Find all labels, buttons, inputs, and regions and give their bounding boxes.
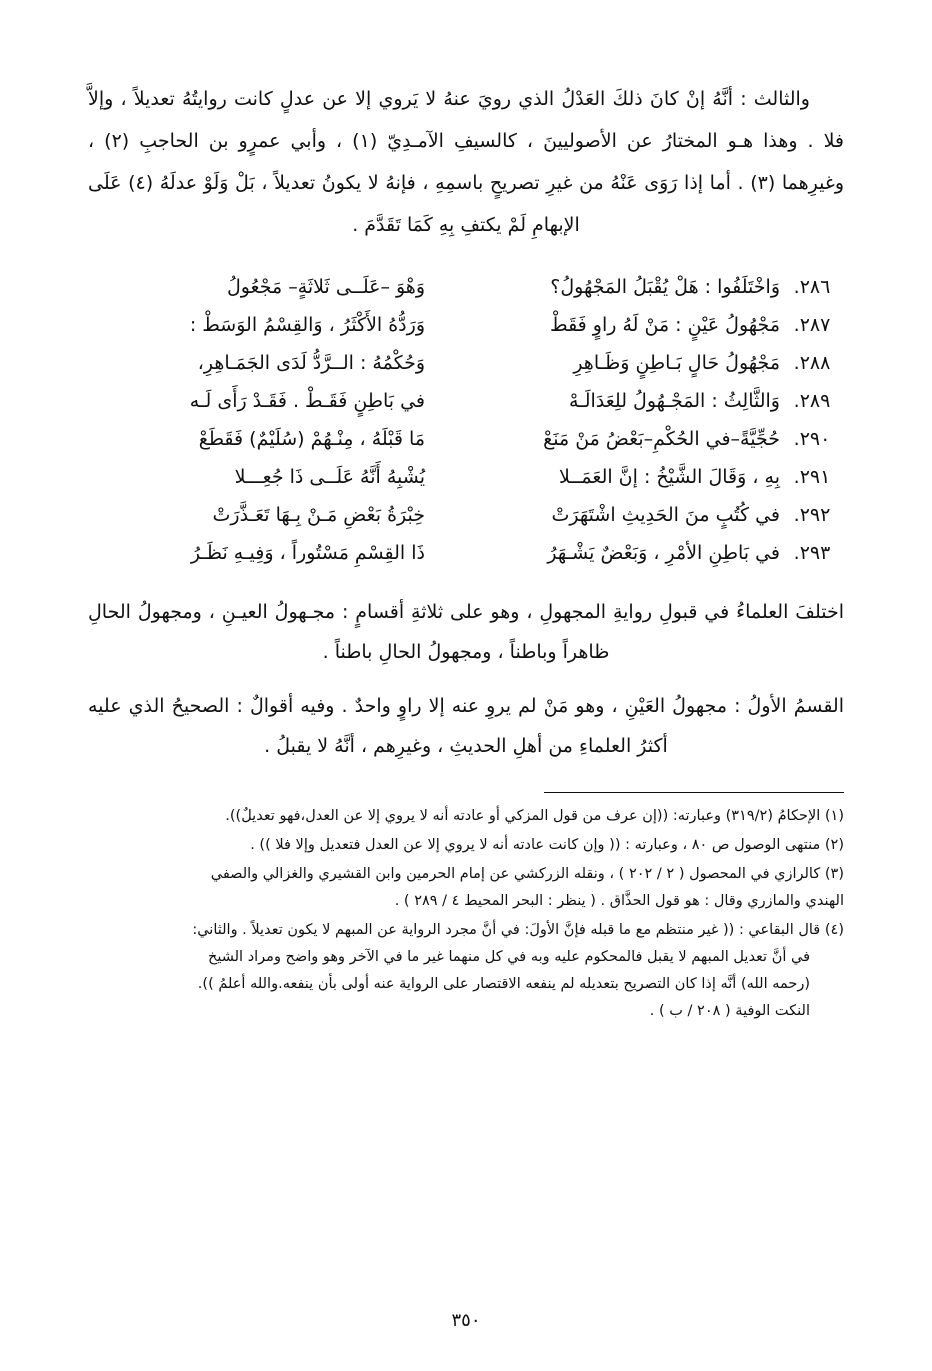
verse-hemistich-right: مَجْهُولُ حَالٍ بَـاطِنٍ وَظَـاهِرِ — [573, 352, 780, 374]
verse-hemistich-left: وَحُكْمُهُ : الــرَّدُّ لَدَى الجَمَـاهِرِ، — [197, 352, 425, 374]
verse-row — [88, 352, 844, 390]
footnote-marker: (١) — [824, 808, 844, 824]
verse-hemistich-right: في كُتُبٍ منَ الحَدِيثِ اشْتَهَرَتْ — [551, 504, 780, 526]
verse-row — [88, 314, 844, 352]
footnote-text: قال البقاعي : (( غير منتظم مع ما قبله فإنَّ الأولَ: في أنَّ مجرد الرواية عن المبهم لا يكون تعديلاً . والثاني: — [192, 922, 821, 938]
footnote-text-line: في أنَّ تعديل المبهم لا يقبل فالمحكوم عليه وبه في كل منهما غير ما في الآخر وهو واضح ومراد الشيخ — [207, 949, 810, 965]
verse-number: ٢٨٩. — [793, 390, 831, 412]
verse-hemistich-left: وَهْوَ –عَلَــى ثَلاثَةٍ– مَجْعُولُ — [226, 276, 425, 298]
verse-hemistich-right: مَجْهُولُ عَيْنٍ : مَنْ لَهُ راوٍ فَقَطْ — [550, 314, 780, 336]
paragraph: اختلفَ العلماءُ في قبولِ روايةِ المجهولِ ، وهو على ثلاثةِ أقسامٍ : مجـهولُ العيـنِ ، ومجهولُ الحالِ ظاهراً وباطناً ، ومجهولُ الحالِ باطناً . — [88, 601, 844, 663]
footnote-item — [88, 917, 844, 1025]
footnote-text: الإحكامُ (٣١٩/٢) وعبارته: ((إن عرف من قول المزكي أو عادته أنه لا يروي إلا عن العدل،فهو تعديلٌ)). — [225, 808, 821, 824]
footnote-divider — [544, 792, 844, 793]
verse-row — [88, 466, 844, 504]
verse-row — [88, 504, 844, 542]
verse-number: ٢٨٧. — [793, 314, 831, 336]
verse-row — [88, 390, 844, 428]
footnote-text-line: (رحمه الله) أنَّه إذا كان التصريح بتعديله لم ينفعه الاقتصار على الرواية عنه أولى بأن ينفعه.والله أعلمُ )). — [197, 976, 810, 992]
verse-row — [88, 542, 844, 580]
footnote-marker: (٣) — [824, 866, 844, 882]
verse-hemistich-right: حُجِّيَّةً–في الحُكْمِ–بَعْضُ مَنْ مَنَعْ — [543, 428, 780, 450]
verse-hemistich-right: وَالثَّالِثُ : المَجْـهُولُ للِعَدَالَـهْ — [568, 390, 780, 412]
footnote-text: كالرازي في المحصول ( ٢ / ٢٠٢ ) ، ونقله الزركشي عن إمام الحرمين وابن القشيري والغزالي والصفي — [210, 866, 821, 882]
paragraph: القسمُ الأولُ : مجهولُ العَيْنِ ، وهو مَنْ لم يروِ عنه إلا راوٍ واحدٌ . وفيه أقوالٌ : الصحيحُ الذي عليه أكثرُ العلماءِ من أهلِ الحديثِ ، وغيرِهم ، أنَّهُ لا يقبلُ . — [88, 695, 844, 757]
footnote-marker: (٢) — [824, 837, 844, 853]
verse-number: ٢٩١. — [793, 466, 831, 488]
verse-number: ٢٨٨. — [793, 352, 831, 374]
verse-number: ٢٨٦. — [793, 276, 831, 298]
verse-hemistich-left: وَرَدُّهُ الأَكْثَرُ ، وَالقِسْمُ الوَسَطْ : — [189, 314, 425, 336]
verse-hemistich-right: وَاخْتَلَفُوا : هَلْ يُقْبَلُ المَجْهُولُ؟ — [550, 276, 780, 298]
verse-hemistich-left: يُشْبِهُ أَنَّهُ عَلَــى ذَا جُعِـــلا — [234, 466, 425, 488]
verse-number: ٢٩٣. — [793, 542, 831, 564]
verse-table — [88, 276, 844, 580]
paragraph: والثالث : أنَّهُ إنْ كانَ ذلكَ العَدْلُ الذي رويَ عنهُ لا يَروي إلا عن عدلٍ كانت روايتُهُ تعديلاً ، وإلاَّ فلا . وهذا هـو المختارُ عن الأصوليينَ ، كالسيفِ الآمـدِيّ (١) ، وأبي عمرٍو بن الحاجبِ (٢) ، وغيرِهما (٣) . أما إذا رَوَى عَنْهُ من غيرِ تصريحٍ باسمِهِ ، فإنهُ لا يكونُ تعديلاً ، بَلْ وَلَوْ عدلَهُ (٤) عَلَى الإبهامِ لَمْ يكتفِ بِهِ كَمَا تَقَدَّمَ . — [88, 88, 845, 236]
verse-hemistich-right: في بَاطِنِ الأمْرِ ، وَبَعْضٌ يَشْـهَرُ — [547, 542, 780, 564]
footnotes-block — [88, 803, 844, 1025]
verse-number: ٢٩٢. — [793, 504, 831, 526]
page-number: ٣٥٠ — [451, 1310, 481, 1331]
footnote-item — [88, 803, 844, 830]
footnote-marker: (٤) — [824, 922, 844, 938]
verse-row — [88, 428, 844, 466]
verse-hemistich-left: خِبْرَةُ بَعْضِ مَـنْ بِـهَا تَعَـذَّرَتْ — [212, 504, 425, 526]
footnote-item — [88, 861, 844, 915]
verse-hemistich-left: مَا قَبْلَهُ ، مِنْـهُمْ (سُلَيْمٌ) فَقَطَعْ — [198, 428, 425, 450]
footnote-item — [88, 832, 844, 859]
top-prose-block — [88, 78, 844, 246]
verse-hemistich-right: بِهِ ، وَقَالَ الشَّيْخُ : إنَّ العَمَــلا — [558, 466, 780, 488]
footnote-text: منتهى الوصول ص ٨٠ ، وعبارته : (( وإن كانت عادته أنه لا يروي إلا عن العدل فتعديل وإلا فلا )) . — [250, 837, 821, 853]
footnote-reference: النكت الوفية ( ٢٠٨ / ب ) . — [649, 1003, 810, 1019]
footnote-text-line: الهندي والمازري وقال : هو قول الحذَّاق . ( ينظر : البحر المحيط ٤ / ٢٨٩ ) . — [394, 893, 844, 909]
verse-row — [88, 276, 844, 314]
commentary-block — [88, 592, 844, 766]
verse-hemistich-left: في بَاطِنٍ فَقَـطْ . فَقَـدْ رَأَى لَـه — [189, 390, 425, 412]
verse-number: ٢٩٠. — [793, 428, 831, 450]
verse-hemistich-left: ذَا القِسْمِ مَسْتُوراً ، وَفِيـهِ نَظَـرُ — [190, 542, 425, 564]
